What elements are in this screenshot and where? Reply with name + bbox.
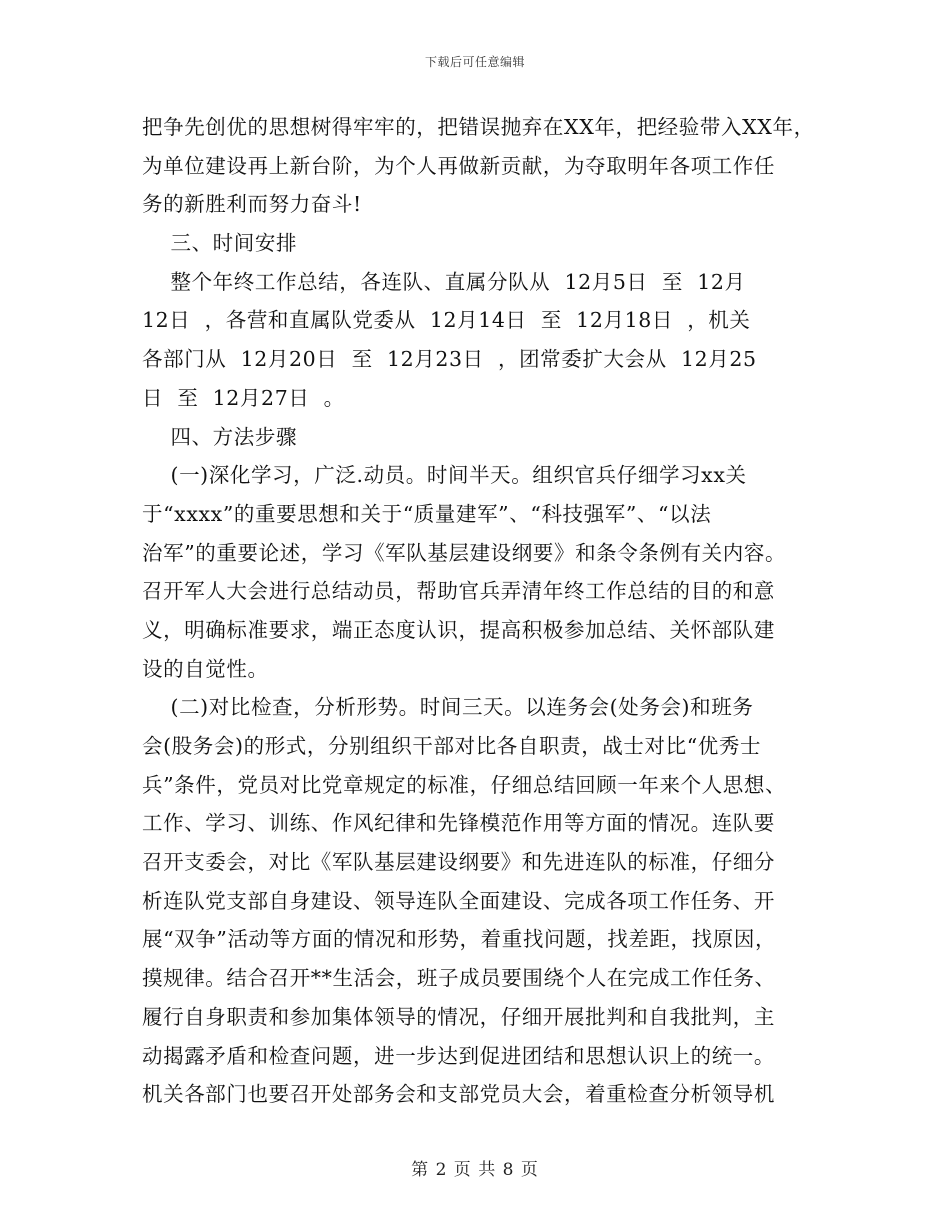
text-line: (二)对比检查，分析形势。时间三天。以连务会(处务会)和班务 [142,695,754,720]
text-line: 务的新胜利而努力奋斗! [142,192,362,217]
text-line: 工作、学习、训练、作风纪律和先锋模范作用等方面的情况。连队要 [142,811,775,836]
text-line: 兵”条件，党员对比党章规定的标准，仔细总结回顾一年来个人思想、 [142,772,787,797]
text-line: 12日 ，各营和直属队党委从 12月14日 至 12月18日 ，机关 [142,308,751,333]
text-line: 动揭露矛盾和检查问题，进一步达到促进团结和思想认识上的统一。 [142,1043,775,1068]
page-header: 下载后可任意编辑 [424,55,525,69]
text-line: 设的自觉性。 [142,656,269,681]
text-line: 履行自身职责和参加集体领导的情况，仔细开展批判和自我批判，主 [142,1004,775,1029]
page-number-footer: 第 2 页 共 8 页 [411,1160,539,1180]
text-line: 展“双争”活动等方面的情况和形势，着重找问题，找差距，找原因， [142,927,777,952]
text-line: 召开军人大会进行总结动员，帮助官兵弄清年终工作总结的目的和意 [142,579,775,604]
text-line: 各部门从 12月20日 至 12月23日 ，团常委扩大会从 12月25 [142,347,757,372]
text-line: 日 至 12月27日 。 [142,385,345,410]
text-line: 把争先创优的思想树得牢牢的，把错误抛弃在XX年，把经验带入XX年， [142,115,815,139]
text-line: (一)深化学习，广泛.动员。时间半天。组织官兵仔细学习xx关 [142,463,747,488]
text-line: 摸规律。结合召开**生活会，班子成员要围绕个人在完成工作任务、 [142,966,776,991]
text-line: 会(股务会)的形式，分别组织干部对比各自职责，战士对比“优秀士 [142,734,762,758]
document-body [142,108,842,1114]
text-line: 析连队党支部自身建设、领导连队全面建设、完成各项工作任务、开 [142,888,775,913]
section-heading: 四、方法步骤 [142,424,298,449]
section-heading: 三、时间安排 [142,231,298,256]
text-line: 机关各部门也要召开处部务会和支部党员大会，着重检查分析领导机 [142,1082,775,1107]
text-line: 治军”的重要论述，学习《军队基层建设纲要》和条令条例有关内容。 [142,540,787,565]
text-line: 义，明确标准要求，端正态度认识，提高积极参加总结、关怀部队建 [142,617,775,642]
text-line: 于“xxxx”的重要思想和关于“质量建军”、“科技强军”、“以法 [142,501,712,526]
text-line: 召开支委会，对比《军队基层建设纲要》和先进连队的标准，仔细分 [142,850,775,875]
text-line: 整个年终工作总结，各连队、直属分队从 12月5日 至 12月 [142,269,746,294]
text-line: 为单位建设再上新台阶，为个人再做新贡献，为夺取明年各项工作任 [142,153,775,178]
